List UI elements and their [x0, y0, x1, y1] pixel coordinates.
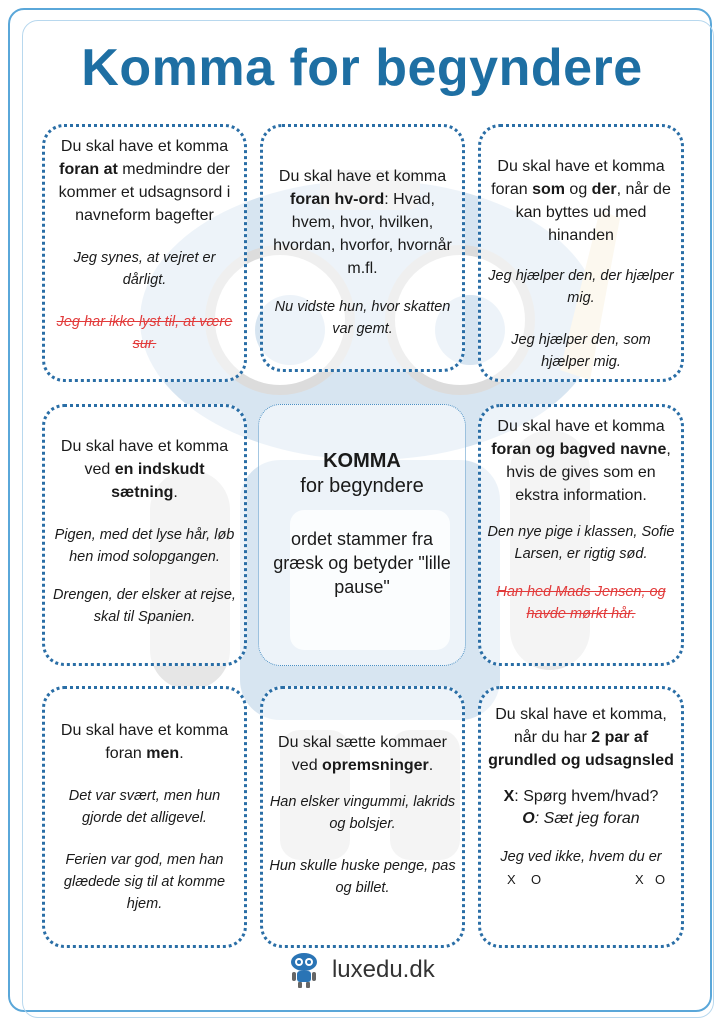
mark-o-2: O [655, 872, 666, 887]
example-2: Ferien var god, men han glædede sig til at komme hjem. [63, 852, 226, 912]
rule-prefix: Du skal have et komma, når du har [495, 706, 667, 746]
footer-brand[interactable]: luxedu.dk [331, 956, 435, 983]
example-som: Jeg hjælper den, som hjælper mig. [511, 332, 651, 370]
rule-text [487, 155, 675, 247]
card-komma-foran-at [42, 124, 247, 382]
rule-keyword: foran hv-ord [290, 191, 385, 208]
rule-suffix: . [428, 757, 434, 774]
rule-text [51, 719, 238, 765]
example-wrong: Han hed Mads Jensen, og havde mørkt hår. [496, 584, 666, 622]
rule-keyword-der: der [591, 181, 617, 198]
example-text: Nu vidste hun, hvor skatten var gemt. [274, 299, 451, 337]
rule-suffix: : Hvad, hvem, hvor, hvilken, hvordan, hvorfor, hvornår m.fl. [273, 191, 452, 277]
card-komma-navne [478, 404, 684, 666]
x-text: : Spørg hvem/hvad? [514, 788, 659, 805]
example-2: Hun skulle huske penge, pas og billet. [269, 858, 456, 896]
mark-x-1: X [507, 872, 516, 887]
o-hint [487, 808, 675, 830]
rule-keyword-som: som [532, 181, 565, 198]
example-correct: Jeg synes, at vejret er dårligt. [73, 250, 216, 288]
center-title: KOMMA [323, 450, 401, 472]
rule-text [51, 135, 238, 227]
rule-suffix: medmindre der kommer et udsagnsord i navneform bagefter [58, 161, 231, 224]
example-correct: Den nye pige i klassen, Sofie Larsen, er rigtig sød. [487, 524, 675, 562]
rule-keyword: en indskudt sætning [111, 461, 205, 501]
rule-text [487, 703, 675, 772]
card-komma-indskudt-saetning [42, 404, 247, 666]
rule-prefix: Du skal have et komma [60, 138, 229, 155]
rule-text [269, 731, 456, 777]
example-1: Han elsker vingummi, lakrids og bolsjer. [269, 794, 456, 832]
example-1: Pigen, med det lyse hår, løb hen imod solopgangen. [54, 527, 235, 565]
card-komma-foran-hv-ord [260, 124, 465, 372]
rule-prefix: Du skal have et komma [278, 168, 447, 185]
mark-x-2: X [635, 872, 644, 887]
rule-keyword: men [146, 745, 180, 762]
robot-logo-icon [289, 952, 319, 988]
rule-suffix: . [173, 484, 178, 501]
mark-o-1: O [531, 872, 542, 887]
rule-text [269, 165, 456, 280]
page-title: Komma for begyndere [81, 39, 643, 97]
rule-prefix: Du skal have et komma ved [60, 438, 229, 478]
card-komma-opremsninger [260, 686, 465, 948]
rule-suffix: , hvis de gives som en ekstra information. [506, 441, 671, 504]
rule-prefix: Du skal have et komma foran [60, 722, 229, 762]
rule-text [51, 435, 238, 504]
example-text: Jeg ved ikke, hvem du er [500, 849, 662, 865]
example-2: Drengen, der elsker at rejse, skal til Spanien. [53, 587, 236, 625]
o-text: : Sæt jeg foran [534, 810, 640, 827]
center-note: ordet stammer fra græsk og betyder "lille pause" [273, 529, 451, 597]
rule-prefix: Du skal have et komma foran [491, 158, 665, 198]
card-komma-grundled-udsagnsled [478, 686, 684, 948]
rule-keyword: opremsninger [322, 757, 429, 774]
xo-marks [487, 868, 675, 888]
rule-suffix: . [179, 745, 184, 762]
card-center-komma [258, 404, 466, 666]
card-komma-foran-som-der [478, 124, 684, 382]
x-label: X [503, 788, 515, 805]
rule-prefix: Du skal sætte kommaer ved [278, 734, 447, 774]
footer [0, 952, 724, 988]
rule-keyword: foran og bagved navne [491, 441, 667, 458]
example-1: Det var svært, men hun gjorde det alligevel. [68, 788, 221, 826]
rule-suffix: , når de kan byttes ud med hinanden [515, 181, 671, 244]
center-subtitle: for begyndere [300, 475, 424, 497]
example-der: Jeg hjælper den, der hjælper mig. [488, 268, 674, 306]
rule-keyword: foran at [59, 161, 118, 178]
rule-middle: og [564, 181, 592, 198]
rule-text [487, 415, 675, 507]
rule-prefix: Du skal have et komma [497, 418, 665, 435]
rule-keyword: 2 par af grundled og udsagnsled [488, 729, 674, 769]
card-komma-foran-men [42, 686, 247, 948]
x-hint [487, 786, 675, 808]
example-wrong: Jeg har ikke lyst til, at være sur. [56, 314, 233, 352]
o-label: O [522, 810, 535, 827]
